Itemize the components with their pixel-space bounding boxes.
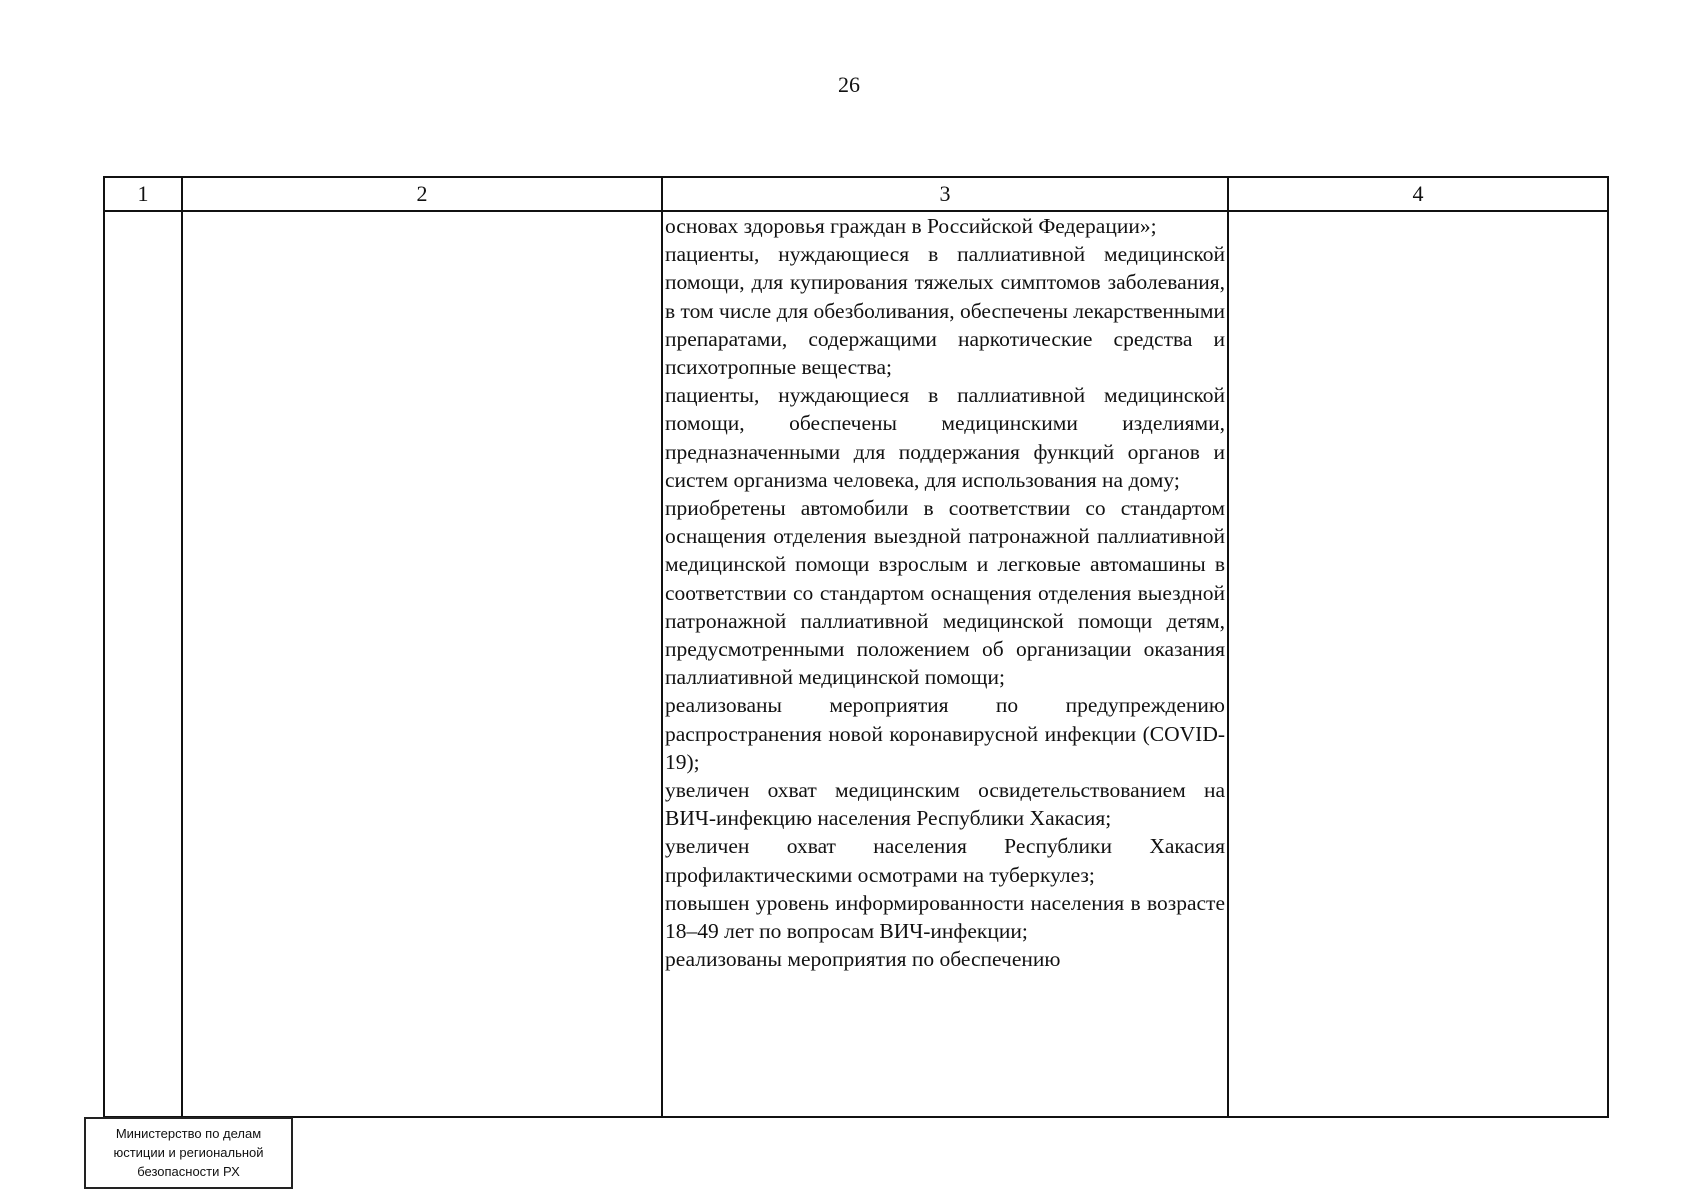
result-paragraph: реализованы мероприятия по предупреждению распространения новой коронавирусной инфекции (COVID-19); <box>665 693 1225 774</box>
document-table <box>103 176 1609 1118</box>
result-paragraph: повышен уровень информированности населения в возрасте 18–49 лет по вопросам ВИЧ-инфекции; <box>665 890 1225 944</box>
stamp-line: юстиции и региональной <box>113 1145 264 1160</box>
ministry-stamp <box>84 1117 293 1189</box>
result-paragraph: приобретены автомобили в соответствии со стандартом оснащения отделения выездной патронажной паллиативной медицинской помощи взрослым и легковые автомашины в соответствии со стандартом оснащения отделения выездной патронажной паллиативной медицинской помощи детям, предусмотренными положением об организации оказания паллиативной медицинской помощи; <box>665 496 1225 690</box>
page-number: 26 <box>838 72 860 97</box>
cell-col-3-results <box>662 211 1228 1117</box>
cell-col-4 <box>1228 211 1608 1117</box>
column-header-3: 3 <box>662 177 1228 211</box>
result-paragraph: реализованы мероприятия по обеспечению <box>665 947 1061 972</box>
result-paragraph: основах здоровья граждан в Российской Федерации»; <box>665 214 1157 238</box>
column-header-2: 2 <box>182 177 662 211</box>
cell-col-2 <box>182 211 662 1117</box>
column-header-1: 1 <box>104 177 182 211</box>
result-paragraph: увеличен охват медицинским освидетельствованием на ВИЧ-инфекцию населения Республики Хакасия; <box>665 778 1225 831</box>
result-paragraph: пациенты, нуждающиеся в паллиативной медицинской помощи, обеспечены медицинскими изделиями, предназначенными для поддержания функций органов и систем организма человека, для использования на дому; <box>665 383 1225 492</box>
stamp-line: Министерство по делам <box>115 1126 262 1141</box>
result-paragraph: увеличен охват населения Республики Хакасия профилактическими осмотрами на туберкулез; <box>665 834 1225 887</box>
cell-col-1 <box>104 211 182 1117</box>
stamp-line: безопасности РХ <box>137 1164 240 1179</box>
result-paragraph: пациенты, нуждающиеся в паллиативной медицинской помощи, для купирования тяжелых симптомов заболевания, в том числе для обезболивания, обеспечены лекарственными препаратами, содержащими наркотические средства и психотропные вещества; <box>665 242 1225 380</box>
table-row <box>104 211 1608 1117</box>
column-header-4: 4 <box>1228 177 1608 211</box>
table-header-row <box>104 177 1608 211</box>
